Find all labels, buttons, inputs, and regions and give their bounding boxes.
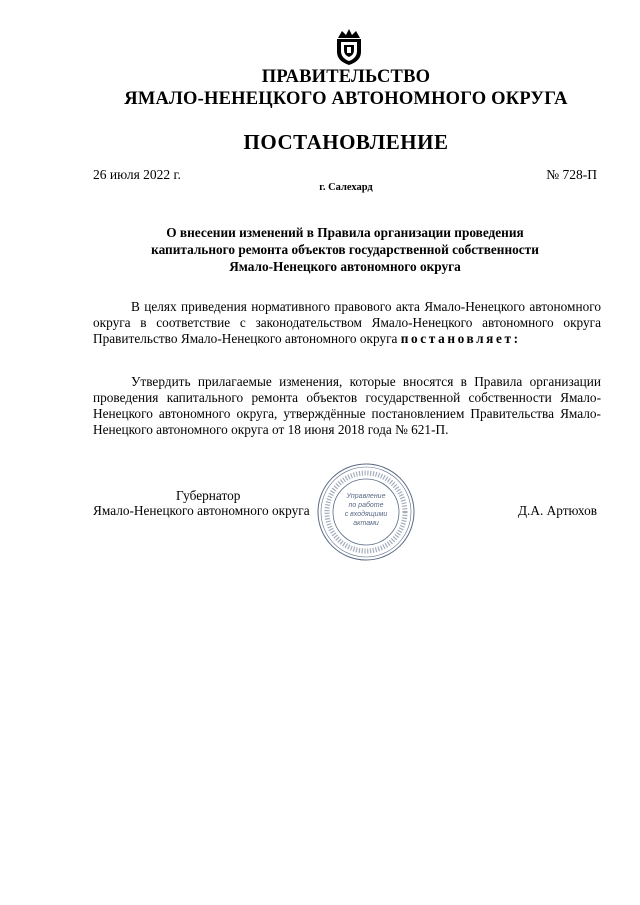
signatory-name: Д.А. Артюхов: [517, 503, 597, 518]
resolution-keyword: постановляет:: [400, 331, 521, 346]
document-title-line3: Ямало-Ненецкого автономного округа: [229, 259, 461, 274]
body-paragraph-1-text: В целях приведения нормативного правового акта Ямало-Ненецкого автономного округа в соответствие с законодательством Ямало-Ненецкого автономного округа Правительство Ямало-Ненецкого автономного округа: [93, 299, 601, 346]
document-type-heading: ПОСТАНОВЛЕНИЕ: [243, 130, 449, 154]
stamp-line2: по работе: [348, 502, 384, 509]
signatory-position-line1: Губернатор: [176, 488, 241, 503]
coat-of-arms-icon: [332, 28, 366, 66]
document-date: 26 июля 2022 г.: [93, 167, 181, 182]
government-title-line2: ЯМАЛО-НЕНЕЦКОГО АВТОНОМНОГО ОКРУГА: [124, 89, 568, 109]
document-city: г. Салехард: [319, 182, 373, 193]
document-number: № 728-П: [546, 167, 597, 182]
government-title-line1: ПРАВИТЕЛЬСТВО: [261, 67, 431, 87]
stamp-line3: с входящими: [344, 511, 388, 518]
stamp-line4: актами: [353, 520, 379, 527]
document-title-line2: капитального ремонта объектов государственной собственности: [151, 242, 539, 257]
body-paragraph-1: [93, 299, 601, 347]
signatory-position-line2: Ямало-Ненецкого автономного округа: [93, 503, 310, 518]
document-title-line1: О внесении изменений в Правила организации проведения: [166, 225, 524, 240]
body-paragraph-2: Утвердить прилагаемые изменения, которые вносятся в Правила организации проведения капитального ремонта объектов государственной собственности Ямало-Ненецкого автономного округа, утверждённые постановлением Правительства Ямало-Ненецкого автономного округа от 18 июня 2018 года № 621-П.: [93, 374, 601, 437]
stamp-line1: Управление: [346, 493, 386, 500]
document-title: [93, 224, 597, 275]
stamp-center-text: [336, 492, 396, 528]
